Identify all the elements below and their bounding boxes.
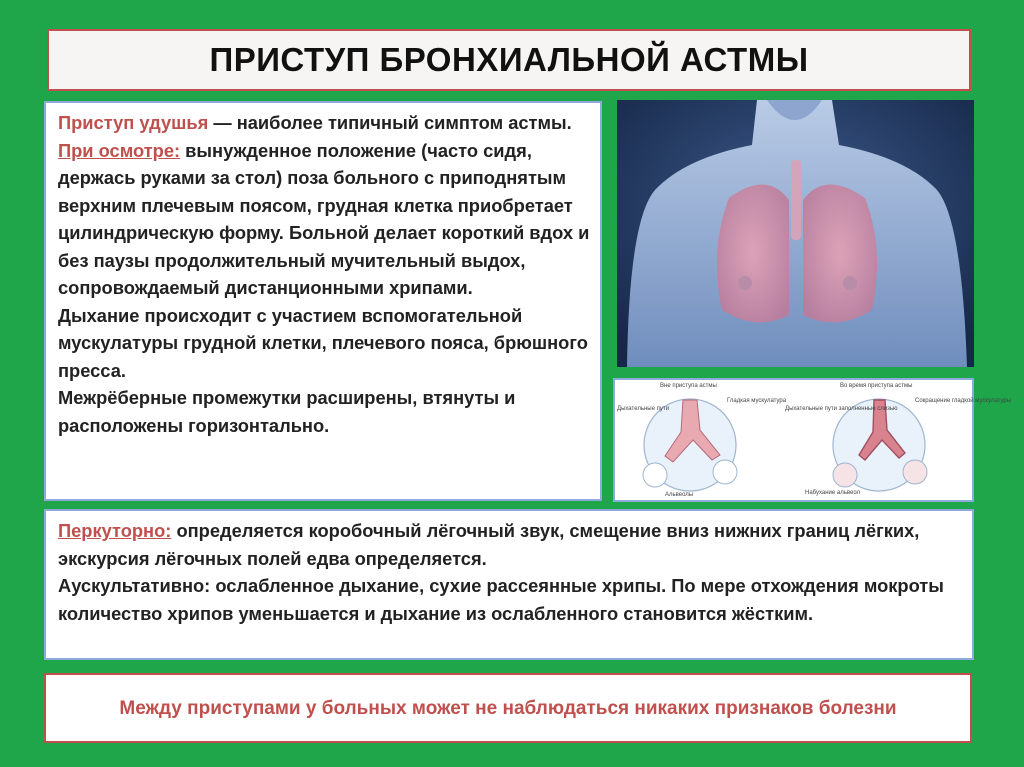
page-title: ПРИСТУП БРОНХИАЛЬНОЙ АСТМЫ [209,41,809,78]
auscultation-text: Аускультативно: ослабленное дыхание, сухие рассеянные хрипы. По мере отхождения мокроты количество хрипов уменьшается и дыхание из ослабленного становится жёстким. [58,575,944,624]
breathing-text: Дыхание происходит с участием вспомогательной мускулатуры грудной клетки, плечевого пояса, брюшного пресса. [58,304,588,381]
diagram-right-title: Во время приступа астмы [840,383,913,389]
note-box [44,673,972,743]
intercostal-text: Межрёберные промежутки расширены, втянуты и расположены горизонтально. [58,387,516,436]
title-box [47,29,971,91]
percussion-text: определяется коробочный лёгочный звук, смещение вниз нижних границ лёгких, экскурсия лёгочных полей едва определяется. [58,520,920,569]
chest-lungs-image [617,100,974,367]
asthma-bronchi-diagram [613,378,1012,502]
diagram-left-title: Вне приступа астмы [660,383,717,389]
examination-text-box [44,509,974,660]
attack-label: Приступ удушья [58,112,209,133]
note-text: Между приступами у больных может не наблюдаться никаких признаков болезни [119,697,897,719]
diagram-label-swollen-alveoli: Набухание альвеол [805,490,861,496]
symptoms-text-box [44,101,602,501]
diagram-label-airways: Дыхательные пути [617,406,669,412]
attack-text: — наиболее типичный симптом астмы. [208,112,572,133]
diagram-label-smooth-muscle: Гладкая мускулатура [727,398,787,404]
diagram-label-contracted-muscle: Сокращение гладкой мускулатуры [915,398,1012,404]
exam-text: вынужденное положение (часто сидя, держась руками за стол) поза больного с приподнятым верхним плечевым поясом, грудная клетка приобретает цилиндрическую форму. Больной делает короткий вдох и без паузы продолжительный мучительный выдох, сопровождаемый дистанционными хрипами. [58,139,590,298]
diagram-label-alveoli: Альвеолы [665,492,694,498]
diagram-label-airways-mucus: Дыхательные пути заполненные слизью [785,406,898,412]
percussion-label: Перкуторно: [58,520,172,541]
exam-label: При осмотре: [58,139,181,161]
